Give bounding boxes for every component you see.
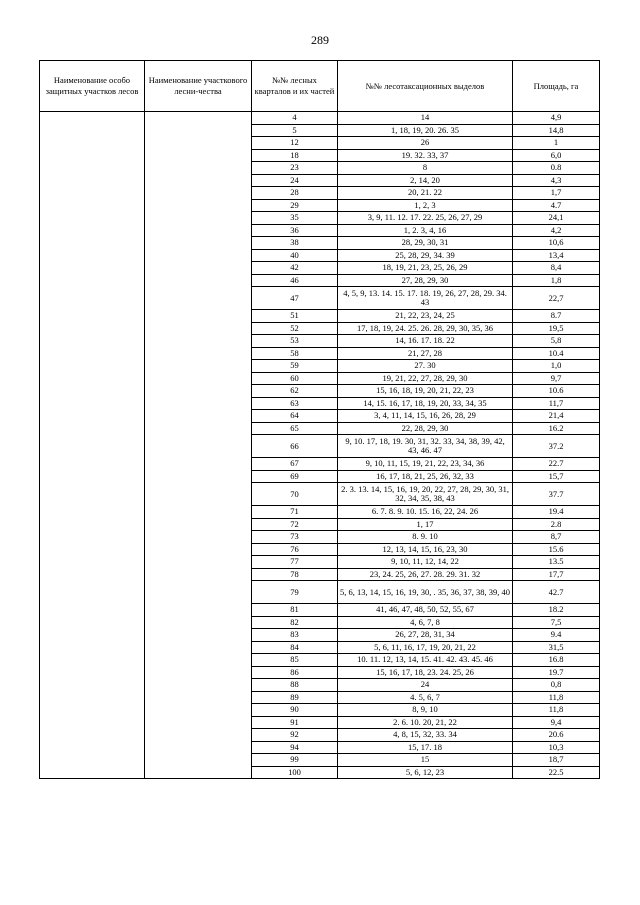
quarter-cell: 42 <box>252 262 338 275</box>
quarter-cell: 90 <box>252 704 338 717</box>
sections-cell: 26, 27, 28, 31, 34 <box>338 629 513 642</box>
quarter-cell: 100 <box>252 766 338 779</box>
sections-cell: 8. 9. 10 <box>338 531 513 544</box>
quarter-cell: 67 <box>252 458 338 471</box>
protected-forest-table <box>39 60 600 779</box>
sections-cell: 3, 9, 11. 12. 17. 22. 25, 26, 27, 29 <box>338 212 513 225</box>
quarter-cell: 81 <box>252 604 338 617</box>
area-cell: 7,5 <box>513 616 600 629</box>
area-cell: 8.7 <box>513 310 600 323</box>
page-number: 289 <box>311 33 329 47</box>
quarter-cell: 46 <box>252 274 338 287</box>
quarter-cell: 69 <box>252 470 338 483</box>
area-cell: 18,7 <box>513 754 600 767</box>
area-cell: 22.5 <box>513 766 600 779</box>
area-cell: 14,8 <box>513 124 600 137</box>
quarter-cell: 79 <box>252 581 338 604</box>
area-cell: 37.2 <box>513 435 600 458</box>
sections-cell: 3, 4, 11, 14, 15, 16, 26, 28, 29 <box>338 410 513 423</box>
area-cell: 19.4 <box>513 506 600 519</box>
area-cell: 6,0 <box>513 149 600 162</box>
sections-cell: 1, 17 <box>338 518 513 531</box>
area-cell: 20.6 <box>513 729 600 742</box>
area-cell: 4,9 <box>513 112 600 125</box>
sections-cell: 27. 30 <box>338 360 513 373</box>
sections-cell: 1, 2. 3, 4, 16 <box>338 224 513 237</box>
quarter-cell: 4 <box>252 112 338 125</box>
quarter-cell: 62 <box>252 385 338 398</box>
area-cell: 21,4 <box>513 410 600 423</box>
quarter-cell: 94 <box>252 741 338 754</box>
quarter-cell: 70 <box>252 483 338 506</box>
area-cell: 1 <box>513 137 600 150</box>
area-cell: 22,7 <box>513 287 600 310</box>
area-cell: 5,8 <box>513 335 600 348</box>
protected-areas-cell <box>40 112 145 779</box>
quarter-cell: 63 <box>252 397 338 410</box>
sections-cell: 20, 21. 22 <box>338 187 513 200</box>
sections-cell: 21, 22, 23, 24, 25 <box>338 310 513 323</box>
sections-cell: 16, 17, 18, 21, 25, 26, 32, 33 <box>338 470 513 483</box>
sections-cell: 4, 8, 15, 32, 33. 34 <box>338 729 513 742</box>
quarter-cell: 40 <box>252 249 338 262</box>
sections-cell: 1, 18, 19, 20. 26. 35 <box>338 124 513 137</box>
quarter-cell: 77 <box>252 556 338 569</box>
area-cell: 16.8 <box>513 654 600 667</box>
area-cell: 9,4 <box>513 716 600 729</box>
quarter-cell: 89 <box>252 691 338 704</box>
sections-cell: 15 <box>338 754 513 767</box>
sections-cell: 15, 16, 17, 18, 23. 24. 25, 26 <box>338 666 513 679</box>
sections-cell: 6. 7. 8. 9. 10. 15. 16, 22, 24. 26 <box>338 506 513 519</box>
sections-cell: 2, 14, 20 <box>338 174 513 187</box>
quarter-cell: 60 <box>252 372 338 385</box>
area-cell: 0,8 <box>513 679 600 692</box>
sections-cell: 4, 6, 7, 8 <box>338 616 513 629</box>
area-cell: 31,5 <box>513 641 600 654</box>
area-cell: 9.4 <box>513 629 600 642</box>
area-cell: 11,7 <box>513 397 600 410</box>
sections-cell: 9, 10. 17, 18, 19. 30, 31, 32. 33, 34, 38, 39, 42, 43, 46. 47 <box>338 435 513 458</box>
quarter-cell: 64 <box>252 410 338 423</box>
area-cell: 10,3 <box>513 741 600 754</box>
quarter-cell: 53 <box>252 335 338 348</box>
area-cell: 1,0 <box>513 360 600 373</box>
sections-cell: 2. 6. 10. 20, 21, 22 <box>338 716 513 729</box>
area-cell: 13,4 <box>513 249 600 262</box>
sections-cell: 17, 18, 19, 24. 25. 26. 28, 29, 30, 35, 36 <box>338 322 513 335</box>
area-cell: 42.7 <box>513 581 600 604</box>
quarter-cell: 91 <box>252 716 338 729</box>
area-cell: 9,7 <box>513 372 600 385</box>
sections-cell: 5, 6, 11, 16, 17, 19, 20, 21, 22 <box>338 641 513 654</box>
sections-cell: 9, 10, 11, 12, 14, 22 <box>338 556 513 569</box>
sections-cell: 41, 46, 47, 48, 50, 52, 55, 67 <box>338 604 513 617</box>
quarter-cell: 51 <box>252 310 338 323</box>
sections-cell: 8, 9, 10 <box>338 704 513 717</box>
area-cell: 11,8 <box>513 704 600 717</box>
quarter-cell: 35 <box>252 212 338 225</box>
sections-cell: 1, 2, 3 <box>338 199 513 212</box>
header-protected-areas: Наименование особо защитных участков лесов <box>40 61 145 112</box>
area-cell: 16.2 <box>513 422 600 435</box>
area-cell: 10.6 <box>513 385 600 398</box>
sections-cell: 24 <box>338 679 513 692</box>
area-cell: 4.7 <box>513 199 600 212</box>
sections-cell: 5, 6, 12, 23 <box>338 766 513 779</box>
quarter-cell: 28 <box>252 187 338 200</box>
area-cell: 8,4 <box>513 262 600 275</box>
header-sections: №№ лесотаксационных выделов <box>338 61 513 112</box>
quarter-cell: 82 <box>252 616 338 629</box>
quarter-cell: 5 <box>252 124 338 137</box>
quarter-cell: 83 <box>252 629 338 642</box>
quarter-cell: 66 <box>252 435 338 458</box>
sections-cell: 14, 16. 17. 18. 22 <box>338 335 513 348</box>
sections-cell: 19, 21, 22, 27, 28, 29, 30 <box>338 372 513 385</box>
area-cell: 4,3 <box>513 174 600 187</box>
quarter-cell: 52 <box>252 322 338 335</box>
quarter-cell: 99 <box>252 754 338 767</box>
sections-cell: 4, 5, 9, 13. 14. 15. 17. 18. 19, 26, 27, 28, 29. 34. 43 <box>338 287 513 310</box>
sections-cell: 18, 19, 21, 23, 25, 26, 29 <box>338 262 513 275</box>
sections-cell: 23, 24. 25, 26, 27. 28. 29. 31. 32 <box>338 568 513 581</box>
quarter-cell: 47 <box>252 287 338 310</box>
quarter-cell: 78 <box>252 568 338 581</box>
sections-cell: 5, 6, 13, 14, 15, 16, 19, 30, . 35, 36, 37, 38, 39, 40 <box>338 581 513 604</box>
table-header-row <box>40 61 600 112</box>
sections-cell: 26 <box>338 137 513 150</box>
area-cell: 15.6 <box>513 543 600 556</box>
quarter-cell: 76 <box>252 543 338 556</box>
area-cell: 1,8 <box>513 274 600 287</box>
quarter-cell: 88 <box>252 679 338 692</box>
sections-cell: 28, 29, 30, 31 <box>338 237 513 250</box>
sections-cell: 15, 17. 18 <box>338 741 513 754</box>
area-cell: 8,7 <box>513 531 600 544</box>
sections-cell: 15, 16, 18, 19, 20, 21, 22, 23 <box>338 385 513 398</box>
area-cell: 10,6 <box>513 237 600 250</box>
quarter-cell: 73 <box>252 531 338 544</box>
area-cell: 11,8 <box>513 691 600 704</box>
sections-cell: 14 <box>338 112 513 125</box>
header-area: Площадь, га <box>513 61 600 112</box>
area-cell: 19,5 <box>513 322 600 335</box>
quarter-cell: 72 <box>252 518 338 531</box>
area-cell: 2.8 <box>513 518 600 531</box>
quarter-cell: 36 <box>252 224 338 237</box>
sections-cell: 21, 27, 28 <box>338 347 513 360</box>
sections-cell: 9, 10, 11, 15, 19, 21, 22, 23, 34, 36 <box>338 458 513 471</box>
quarter-cell: 86 <box>252 666 338 679</box>
quarter-cell: 38 <box>252 237 338 250</box>
quarter-cell: 85 <box>252 654 338 667</box>
area-cell: 0.8 <box>513 162 600 175</box>
table-body <box>40 112 600 779</box>
quarter-cell: 58 <box>252 347 338 360</box>
sections-cell: 8 <box>338 162 513 175</box>
area-cell: 17,7 <box>513 568 600 581</box>
sections-cell: 27, 28, 29, 30 <box>338 274 513 287</box>
sections-cell: 12, 13, 14, 15, 16, 23, 30 <box>338 543 513 556</box>
quarter-cell: 18 <box>252 149 338 162</box>
sections-cell: 4. 5, 6, 7 <box>338 691 513 704</box>
quarter-cell: 59 <box>252 360 338 373</box>
quarter-cell: 12 <box>252 137 338 150</box>
quarter-cell: 23 <box>252 162 338 175</box>
quarter-cell: 92 <box>252 729 338 742</box>
district-forestry-cell <box>145 112 252 779</box>
table-row <box>40 112 600 125</box>
sections-cell: 19. 32. 33, 37 <box>338 149 513 162</box>
area-cell: 24,1 <box>513 212 600 225</box>
area-cell: 13.5 <box>513 556 600 569</box>
sections-cell: 22, 28, 29, 30 <box>338 422 513 435</box>
quarter-cell: 84 <box>252 641 338 654</box>
quarter-cell: 65 <box>252 422 338 435</box>
area-cell: 18.2 <box>513 604 600 617</box>
quarter-cell: 24 <box>252 174 338 187</box>
sections-cell: 25, 28, 29, 34. 39 <box>338 249 513 262</box>
sections-cell: 10. 11. 12, 13, 14, 15. 41. 42. 43. 45. 46 <box>338 654 513 667</box>
quarter-cell: 71 <box>252 506 338 519</box>
area-cell: 15,7 <box>513 470 600 483</box>
area-cell: 4,2 <box>513 224 600 237</box>
sections-cell: 14, 15. 16, 17, 18, 19, 20, 33, 34, 35 <box>338 397 513 410</box>
sections-cell: 2. 3. 13. 14, 15, 16, 19, 20, 22, 27, 28, 29, 30, 31, 32, 34, 35, 38, 43 <box>338 483 513 506</box>
area-cell: 1,7 <box>513 187 600 200</box>
header-district-forestry: Наименование участкового лесни-чества <box>145 61 252 112</box>
quarter-cell: 29 <box>252 199 338 212</box>
area-cell: 19.7 <box>513 666 600 679</box>
area-cell: 37.7 <box>513 483 600 506</box>
area-cell: 22.7 <box>513 458 600 471</box>
header-quarters: №№ лесных кварталов и их частей <box>252 61 338 112</box>
area-cell: 10.4 <box>513 347 600 360</box>
